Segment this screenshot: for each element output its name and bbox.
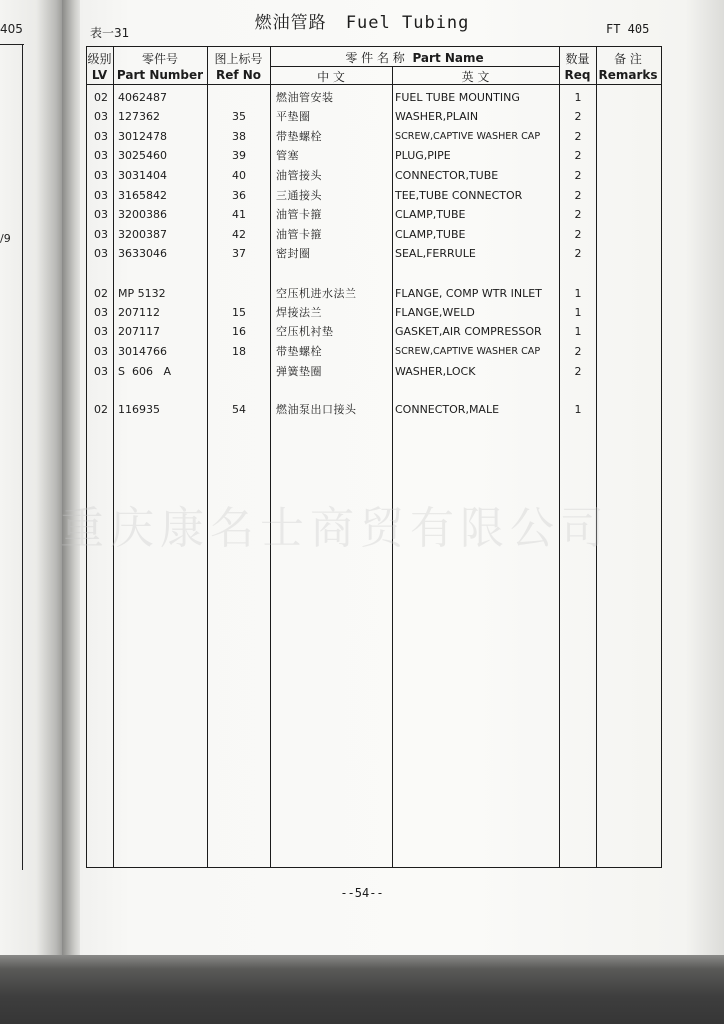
- page-title-cn: 燃油管路: [254, 13, 327, 33]
- row-ref: 35: [232, 110, 246, 123]
- row-part-number: 3200386: [118, 208, 167, 221]
- row-lv: 03: [94, 325, 108, 338]
- row-ref: 18: [232, 345, 246, 358]
- row-ref: 39: [232, 149, 246, 162]
- col-divider-name: [392, 66, 393, 868]
- row-req: 1: [574, 306, 582, 319]
- left-page: [0, 0, 66, 955]
- header-pn-en: Part Number: [116, 68, 204, 82]
- row-name-en: SCREW,CAPTIVE WASHER CAP: [395, 346, 541, 357]
- col-divider-lv: [113, 46, 114, 868]
- row-part-number: 3012478: [118, 130, 167, 143]
- table-number: 表一31: [90, 26, 130, 40]
- header-req-cn: 数量: [565, 52, 590, 66]
- row-ref: [209, 284, 269, 304]
- row-req: 2: [574, 345, 582, 358]
- col-divider-pn: [207, 46, 208, 868]
- left-page-number: 405: [0, 22, 23, 36]
- header-name-sub-en: 英 文: [461, 70, 490, 84]
- row-ref: 40: [232, 169, 246, 182]
- left-page-frame-line: [22, 44, 23, 870]
- row-req: 2: [574, 189, 582, 202]
- row-req: 1: [574, 325, 582, 338]
- row-name-en: CLAMP,TUBE: [395, 208, 466, 221]
- row-ref: 38: [232, 130, 246, 143]
- header-name-en: Part Name: [412, 51, 484, 65]
- header-lv-en: LV: [91, 68, 108, 82]
- row-ref: 42: [232, 228, 246, 241]
- header-ref-cn: 图上标号: [214, 52, 263, 66]
- left-page-rule: [0, 44, 24, 45]
- row-name-cn: 管塞: [276, 149, 299, 162]
- row-part-number: 207112: [118, 306, 160, 319]
- row-lv: 03: [94, 228, 108, 241]
- row-ref: 16: [232, 325, 246, 338]
- row-name-en: FLANGE, COMP WTR INLET: [395, 287, 542, 300]
- left-page-text-fragment: /9: [0, 232, 11, 245]
- row-name-en: FLANGE,WELD: [395, 306, 475, 319]
- row-req: 2: [574, 247, 582, 260]
- row-ref: 37: [232, 247, 246, 260]
- row-name-cn: 焊接法兰: [276, 306, 322, 319]
- header-name-sub-cn: 中 文: [317, 70, 345, 84]
- col-divider-namecol: [559, 46, 560, 868]
- row-lv: 03: [94, 169, 108, 182]
- row-part-number: 116935: [118, 403, 160, 416]
- page-number: --54--: [340, 886, 384, 900]
- row-req: 2: [574, 130, 582, 143]
- row-ref: [209, 362, 269, 382]
- row-part-number: 4062487: [118, 91, 167, 104]
- row-req: 2: [574, 365, 582, 378]
- header-name-split: [270, 66, 559, 67]
- header-name-cn: 零 件 名 称: [345, 51, 405, 65]
- row-name-cn: 空压机进水法兰: [276, 287, 357, 300]
- row-lv: 02: [94, 403, 108, 416]
- row-name-cn: 油管卡箍: [276, 208, 322, 221]
- header-ref-en: Ref No: [215, 68, 262, 82]
- row-name-en: SCREW,CAPTIVE WASHER CAP: [395, 131, 541, 142]
- row-ref: 15: [232, 306, 246, 319]
- row-lv: 02: [94, 287, 108, 300]
- row-lv: 03: [94, 130, 108, 143]
- row-name-en: CONNECTOR,TUBE: [395, 169, 499, 182]
- row-lv: 03: [94, 365, 108, 378]
- row-name-en: WASHER,PLAIN: [395, 110, 479, 123]
- row-part-number: 3200387: [118, 228, 167, 241]
- header-remarks-en: Remarks: [598, 68, 658, 82]
- header-remarks-cn: 备 注: [614, 52, 642, 66]
- row-name-en: GASKET,AIR COMPRESSOR: [395, 325, 542, 338]
- row-lv: 03: [94, 208, 108, 221]
- row-name-en: FUEL TUBE MOUNTING: [395, 91, 520, 104]
- row-name-cn: 密封圈: [276, 247, 311, 260]
- col-divider-ref: [270, 46, 271, 868]
- row-part-number: MP 5132: [118, 287, 166, 300]
- row-part-number: 3633046: [118, 247, 167, 260]
- row-name-cn: 油管卡箍: [276, 228, 322, 241]
- row-ref: 36: [232, 189, 246, 202]
- row-req: 2: [574, 208, 582, 221]
- row-name-cn: 空压机衬垫: [276, 325, 334, 338]
- row-name-cn: 三通接头: [276, 189, 322, 202]
- row-name-cn: 燃油泵出口接头: [276, 403, 357, 416]
- row-lv: 03: [94, 189, 108, 202]
- header-req-en: Req: [564, 68, 591, 82]
- row-req: 2: [574, 110, 582, 123]
- row-ref: 54: [232, 403, 246, 416]
- row-part-number: 3025460: [118, 149, 167, 162]
- header-pn-cn: 零件号: [141, 52, 178, 66]
- row-part-number: 207117: [118, 325, 160, 338]
- header-name: [270, 49, 559, 66]
- row-req: 2: [574, 149, 582, 162]
- row-name-cn: 平垫圈: [276, 110, 311, 123]
- row-lv: 03: [94, 149, 108, 162]
- row-part-number: 3014766: [118, 345, 167, 358]
- row-name-en: CLAMP,TUBE: [395, 228, 466, 241]
- row-part-number: 3031404: [118, 169, 167, 182]
- row-name-en: TEE,TUBE CONNECTOR: [395, 189, 523, 202]
- row-name-cn: 油管接头: [276, 169, 322, 182]
- row-name-cn: 带垫螺栓: [276, 345, 322, 358]
- watermark: 重庆康名士商贸有限公司: [60, 503, 610, 554]
- row-lv: 03: [94, 306, 108, 319]
- header-lv-cn: 级别: [87, 52, 112, 66]
- row-req: 1: [574, 403, 582, 416]
- page-title-en: Fuel Tubing: [345, 13, 470, 33]
- section-code: FT 405: [606, 22, 650, 36]
- row-name-en: SEAL,FERRULE: [395, 247, 476, 260]
- row-lv: 02: [94, 91, 108, 104]
- row-req: 1: [574, 91, 582, 104]
- row-lv: 03: [94, 247, 108, 260]
- row-part-number: 127362: [118, 110, 160, 123]
- row-lv: 03: [94, 110, 108, 123]
- row-name-en: CONNECTOR,MALE: [395, 403, 500, 416]
- col-divider-req: [596, 46, 597, 868]
- row-name-cn: 带垫螺栓: [276, 130, 322, 143]
- row-ref: [209, 88, 269, 108]
- row-ref: 41: [232, 208, 246, 221]
- row-req: 2: [574, 228, 582, 241]
- row-part-number: 3165842: [118, 189, 167, 202]
- row-name-en: WASHER,LOCK: [395, 365, 476, 378]
- row-req: 1: [574, 287, 582, 300]
- row-name-cn: 弹簧垫圈: [276, 365, 322, 378]
- row-name-en: PLUG,PIPE: [395, 149, 451, 162]
- row-req: 2: [574, 169, 582, 182]
- scanner-background: [0, 955, 724, 1024]
- row-part-number: S 606 A: [118, 365, 171, 378]
- row-lv: 03: [94, 345, 108, 358]
- row-name-cn: 燃油管安装: [276, 91, 334, 104]
